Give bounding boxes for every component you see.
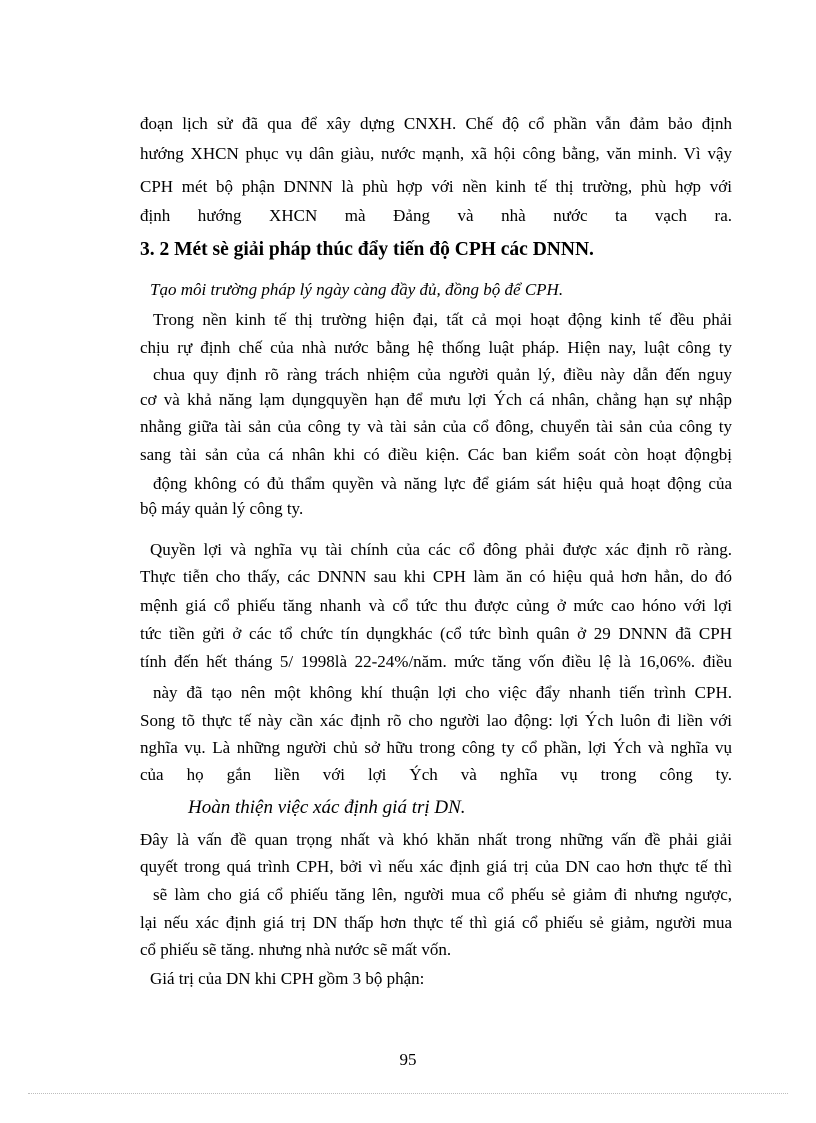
text-line: hướng XHCN phục vụ dân giàu, nước mạnh, xã hội công bằng, văn minh. Vì vậy: [140, 144, 732, 163]
text-line: Giá trị của DN khi CPH gồm 3 bộ phận:: [150, 969, 425, 988]
text-line: Song tõ thực tế này cần xác định rõ cho người lao động: lợi Ých luôn đi liền với: [140, 711, 732, 730]
text-line: sẽ làm cho giá cổ phiếu tăng lên, người mua cổ phếu sẻ giảm đi nhưng ngược,: [153, 885, 732, 904]
text-line: Thực tiễn cho thấy, các DNNN sau khi CPH làm ăn có hiệu quả hơn hẳn, do đó: [140, 567, 732, 586]
text-line: cơ và khả năng lạm dụngquyền hạn để mưu lợi Ých cá nhân, chẳng hạn sự nhập: [140, 390, 732, 409]
text-line: Quyền lợi và nghĩa vụ tài chính của các cổ đông phải được xác định rõ ràng.: [150, 540, 732, 559]
text-line: nhằng giữa tài sản của công ty và tài sản của cổ đông, chuyển tài sản của công ty: [140, 417, 732, 436]
text-line: Đây là vấn đề quan trọng nhất và khó khăn nhất trong những vấn đề phải giải: [140, 830, 732, 849]
page-number: 95: [399, 1050, 417, 1069]
text-line: tính đến hết tháng 5/ 1998là 22-24%/năm. mức tăng vốn điều lệ là 16,06%. điều: [140, 652, 732, 671]
text-line: quyết trong quá trình CPH, bởi vì nếu xác định giá trị của DN cao hơn thực tế thì: [140, 857, 732, 876]
text-line: cổ phiếu sẽ tăng. nhưng nhà nước sẽ mất vốn.: [140, 940, 452, 959]
text-line: tức tiền gửi ở các tổ chức tín dụngkhác (cổ tức bình quân ở 29 DNNN đã CPH: [140, 624, 732, 643]
section-heading: 3. 2 Mét sè giải pháp thúc đẩy tiến độ CPH các DNNN.: [140, 239, 594, 260]
text-line: sang tài sản của cá nhân khi có điều kiện. Các ban kiểm soát còn hoạt độngbị: [140, 445, 732, 464]
subheading: Hoàn thiện việc xác định giá trị DN.: [188, 797, 466, 818]
text-line: định hướng XHCN mà Đảng và nhà nước ta vạch ra.: [140, 206, 732, 225]
subheading: Tạo môi trường pháp lý ngày càng đầy đủ, đồng bộ để CPH.: [150, 280, 564, 299]
text-line: nghĩa vụ. Là những người chủ sở hữu trong công ty cổ phần, lợi Ých và nghĩa vụ: [140, 738, 732, 757]
text-line: của họ gắn liền với lợi Ých và nghĩa vụ trong công ty.: [140, 765, 732, 784]
text-line: chịu rự định chế của nhà nước bằng hệ thống luật pháp. Hiện nay, luật công ty: [140, 338, 732, 357]
footer-divider: [28, 1093, 788, 1094]
text-line: Trong nền kinh tế thị trường hiện đại, tất cả mọi hoạt động kinh tế đều phải: [153, 310, 732, 329]
text-line: CPH mét bộ phận DNNN là phù hợp với nền kinh tế thị trường, phù hợp với: [140, 177, 732, 196]
text-line: đoạn lịch sử đã qua để xây dựng CNXH. Chế độ cổ phần vẫn đảm bảo định: [140, 114, 732, 133]
text-line: động không có đủ thẩm quyền và năng lực để giám sát hiệu quả hoạt động của: [153, 474, 732, 493]
text-line: chua quy định rõ ràng trách nhiệm của người quản lý, điều này dẫn đến nguy: [153, 365, 732, 384]
text-line: này đã tạo nên một không khí thuận lợi cho việc đẩy nhanh tiến trình CPH.: [153, 683, 732, 702]
text-line: mệnh giá cổ phiếu tăng nhanh và cổ tức thu được củng ở mức cao hóno với lợi: [140, 596, 732, 615]
text-line: lại nếu xác định giá trị DN thấp hơn thực tế thì giá cổ phiếu sẻ giảm, người mua: [140, 913, 732, 932]
text-line: bộ máy quản lý công ty.: [140, 499, 304, 518]
